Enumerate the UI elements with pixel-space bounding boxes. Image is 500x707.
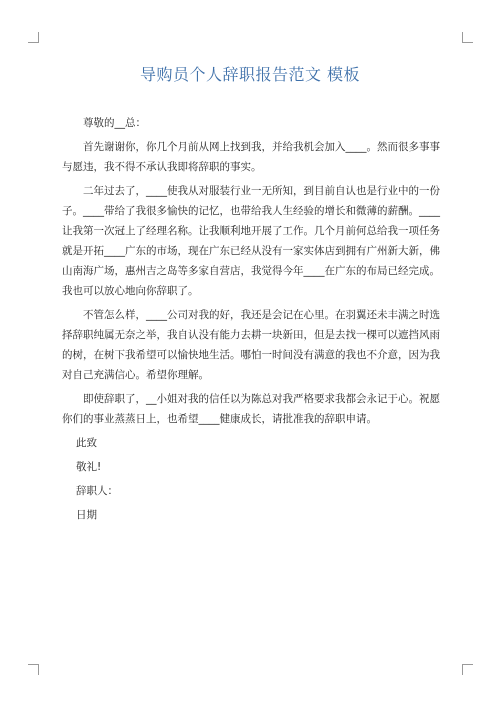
- paragraph-3: 不管怎么样，____公司对我的好，我还是会记在心里。在羽翼还未丰满之时选择辞职纯属无奈之举，我自认没有能力去耕一块新田，但是去找一棵可以遮挡风雨的树，在树下我希望可以愉快地生活。哪怕一时间没有满意的我也不介意，因为我对自己充满信心。希望你理解。: [62, 309, 440, 381]
- closing-line-2: 敬礼!: [76, 461, 102, 473]
- document-body: [62, 113, 440, 529]
- crop-mark-top-left: [28, 32, 39, 43]
- paragraph-2: 二年过去了，____使我从对服装行业一无所知，到目前自认也是行业中的一份子。____带给了我很多愉快的记忆，也带给我人生经验的增长和微薄的薪酬。____让我第一次冠上了经理名称。让我顺利地开展了工作。几个月前何总给我一项任务就是开拓____广东的市场，现在广东已经从没有一家实体店到拥有广州新大新，佛山南海广场，惠州吉之岛等多家自营店，我觉得今年____在广东的布局已经完成。我也可以放心地向你辞职了。: [62, 185, 440, 297]
- crop-mark-bottom-left: [28, 664, 39, 675]
- paragraph-1: 首先谢谢你，你几个月前从网上找到我，并给我机会加入____。然而很多事事与愿违，我不得不承认我即将辞职的事实。: [62, 141, 440, 173]
- closing-line-1: 此致: [76, 437, 97, 449]
- signer-label: 辞职人：: [76, 485, 118, 497]
- crop-mark-bottom-right: [462, 664, 473, 675]
- paragraph-4: 即使辞职了，__小姐对我的信任以为陈总对我严格要求我都会永记于心。祝愿你们的事业蒸蒸日上，也希望____健康成长，请批准我的辞职申请。: [62, 393, 440, 425]
- crop-mark-top-right: [462, 32, 473, 43]
- document-title: 导购员个人辞职报告范文 模板: [139, 65, 361, 84]
- date-label: 日期: [76, 509, 97, 521]
- salutation: 尊敬的__总：: [83, 117, 146, 129]
